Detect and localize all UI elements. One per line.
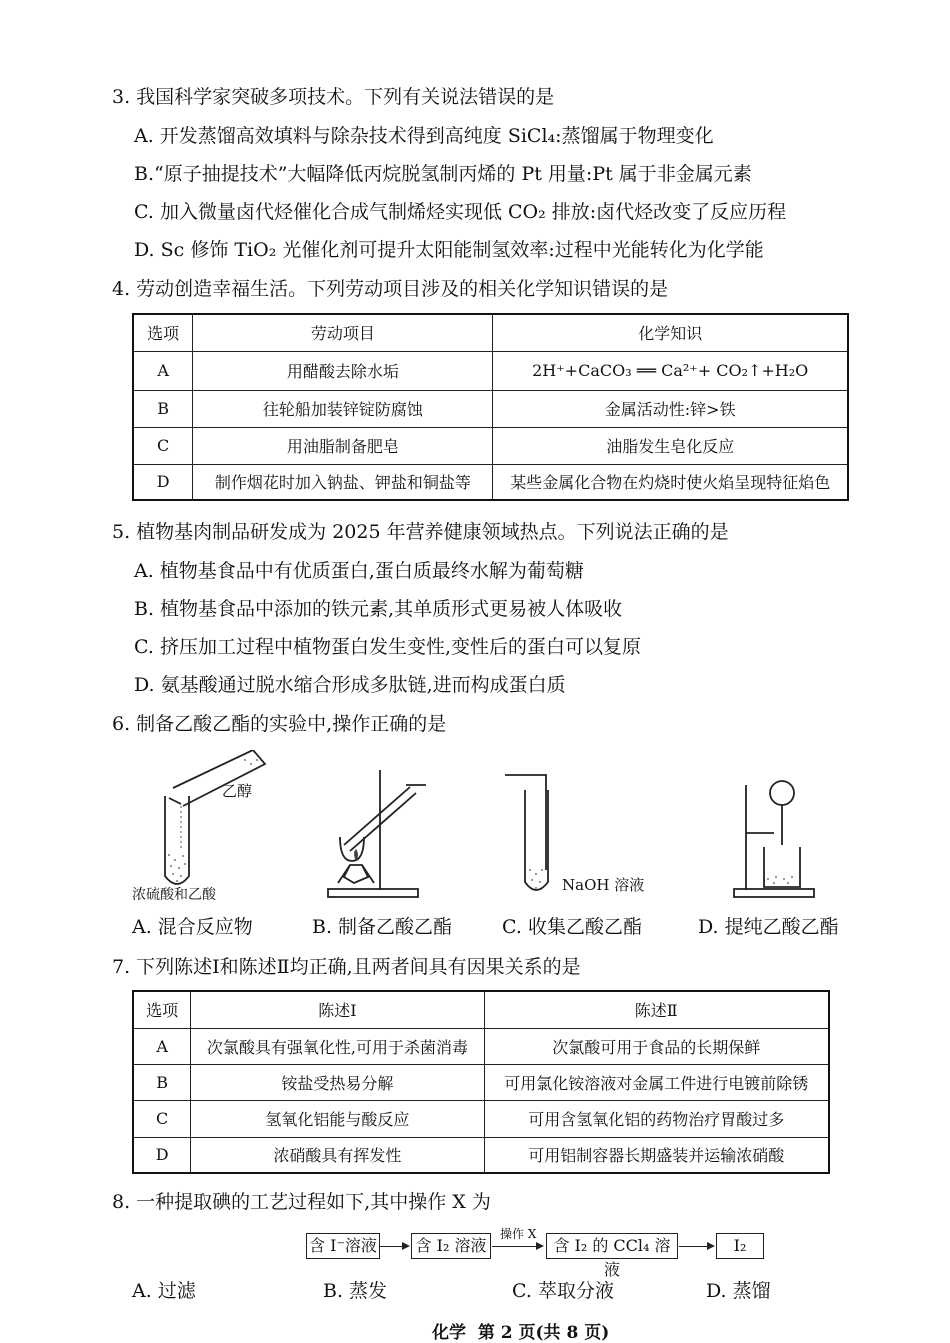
q5-stem: 5. 植物基肉制品研发成为 2025 年营养健康领域热点。下列说法正确的是 [112, 521, 729, 543]
table-cell: 可用含氢氧化铝的药物治疗胃酸过多 [484, 1100, 829, 1137]
table-cell: 2H⁺+CaCO₃ ══ Ca²⁺+ CO₂↑+H₂O [493, 351, 848, 390]
header-cell: 陈述Ⅱ [484, 991, 829, 1028]
flow-operation-label: 操作 X [500, 1227, 537, 1241]
label-ethanol: 乙醇 [222, 782, 253, 800]
q6-stem: 6. 制备乙酸乙酯的实验中,操作正确的是 [112, 713, 447, 735]
q5-option-c: C. 挤压加工过程中植物蛋白发生变性,变性后的蛋白可以复原 [134, 636, 641, 658]
header-cell: 化学知识 [493, 314, 848, 351]
table-cell: 用醋酸去除水垢 [193, 351, 493, 390]
table-cell: C [133, 1100, 191, 1137]
q3-stem: 3. 我国科学家突破多项技术。下列有关说法错误的是 [112, 86, 555, 108]
table-row [133, 1028, 829, 1064]
q7-table [132, 990, 830, 1174]
table-row [133, 464, 848, 500]
table-cell: 金属活动性:锌>铁 [493, 390, 848, 427]
flow-arrow-3 [679, 1246, 713, 1247]
table-cell: 油脂发生皂化反应 [493, 427, 848, 464]
q5-option-b: B. 植物基食品中添加的铁元素,其单质形式更易被人体吸收 [134, 598, 623, 620]
q8-option-c: C. 萃取分液 [512, 1280, 614, 1302]
flow-step-iodine-solution: 含 I₂ 溶液 [411, 1233, 491, 1259]
q6-option-d: D. 提纯乙酸乙酯 [698, 916, 839, 938]
flow-arrow-1 [380, 1246, 408, 1247]
label-acids: 浓硫酸和乙酸 [132, 887, 216, 903]
table-cell: 可用氯化铵溶液对金属工件进行电镀前除锈 [484, 1064, 829, 1100]
table-cell: 某些金属化合物在灼烧时使火焰呈现特征焰色 [493, 464, 848, 500]
table-cell: 浓硝酸具有挥发性 [191, 1137, 484, 1173]
table-header-row [133, 314, 848, 351]
q7-stem: 7. 下列陈述Ⅰ和陈述Ⅱ均正确,且两者间具有因果关系的是 [112, 956, 581, 978]
table-cell: 用油脂制备肥皂 [193, 427, 493, 464]
table-cell: B [133, 1064, 191, 1100]
q6-option-b: B. 制备乙酸乙酯 [312, 916, 453, 938]
table-row [133, 390, 848, 427]
page-footer: 化学 第 2 页(共 8 页) [432, 1323, 610, 1343]
table-cell: 可用铝制容器长期盛装并运输浓硝酸 [484, 1137, 829, 1173]
q5-option-a: A. 植物基食品中有优质蛋白,蛋白质最终水解为葡萄糖 [134, 560, 584, 582]
flow-step-ccl4-solution: 含 I₂ 的 CCl₄ 溶液 [546, 1233, 678, 1259]
table-cell: 往轮船加装锌锭防腐蚀 [193, 390, 493, 427]
figure-a-mixing-apparatus [125, 750, 275, 900]
figure-c-collection-tube [500, 770, 560, 900]
figure-b-reaction-apparatus [320, 765, 440, 905]
q8-stem: 8. 一种提取碘的工艺过程如下,其中操作 X 为 [112, 1191, 491, 1213]
q8-option-b: B. 蒸发 [323, 1280, 388, 1302]
flow-step-iodine: I₂ [716, 1233, 764, 1259]
table-cell: D [133, 464, 193, 500]
table-cell: A [133, 351, 193, 390]
q8-option-a: A. 过滤 [132, 1280, 196, 1302]
q4-table [132, 313, 849, 501]
table-cell: C [133, 427, 193, 464]
table-cell: 氢氧化铝能与酸反应 [191, 1100, 484, 1137]
q6-option-c: C. 收集乙酸乙酯 [502, 916, 642, 938]
table-row [133, 1100, 829, 1137]
q3-option-b: B.“原子抽提技术”大幅降低丙烷脱氢制丙烯的 Pt 用量:Pt 属于非金属元素 [134, 163, 752, 185]
q3-option-d: D. Sc 修饰 TiO₂ 光催化剂可提升太阳能制氢效率:过程中光能转化为化学能 [134, 239, 764, 261]
q3-option-c: C. 加入微量卤代烃催化合成气制烯烃实现低 CO₂ 排放:卤代烃改变了反应历程 [134, 201, 787, 223]
q8-option-d: D. 蒸馏 [706, 1280, 771, 1302]
figure-d-separating-funnel [730, 775, 820, 900]
table-row [133, 351, 848, 390]
table-row [133, 427, 848, 464]
q4-stem: 4. 劳动创造幸福生活。下列劳动项目涉及的相关化学知识错误的是 [112, 278, 669, 300]
table-cell: 次氯酸具有强氧化性,可用于杀菌消毒 [191, 1028, 484, 1064]
table-row [133, 1064, 829, 1100]
q3-option-a: A. 开发蒸馏高效填料与除杂技术得到高纯度 SiCl₄:蒸馏属于物理变化 [134, 125, 714, 147]
header-cell: 选项 [133, 314, 193, 351]
table-cell: A [133, 1028, 191, 1064]
label-naoh: NaOH 溶液 [562, 876, 645, 894]
table-cell: 制作烟花时加入钠盐、钾盐和铜盐等 [193, 464, 493, 500]
header-cell: 劳动项目 [193, 314, 493, 351]
table-cell: 次氯酸可用于食品的长期保鲜 [484, 1028, 829, 1064]
table-cell: B [133, 390, 193, 427]
table-cell: 铵盐受热易分解 [191, 1064, 484, 1100]
flow-arrow-2 [492, 1246, 542, 1247]
header-cell: 选项 [133, 991, 191, 1028]
flow-step-iodide-solution: 含 I⁻溶液 [306, 1233, 380, 1259]
q6-option-a: A. 混合反应物 [132, 916, 253, 938]
header-cell: 陈述Ⅰ [191, 991, 484, 1028]
table-row [133, 1137, 829, 1173]
table-cell: D [133, 1137, 191, 1173]
q5-option-d: D. 氨基酸通过脱水缩合形成多肽链,进而构成蛋白质 [134, 674, 566, 696]
table-header-row [133, 991, 829, 1028]
